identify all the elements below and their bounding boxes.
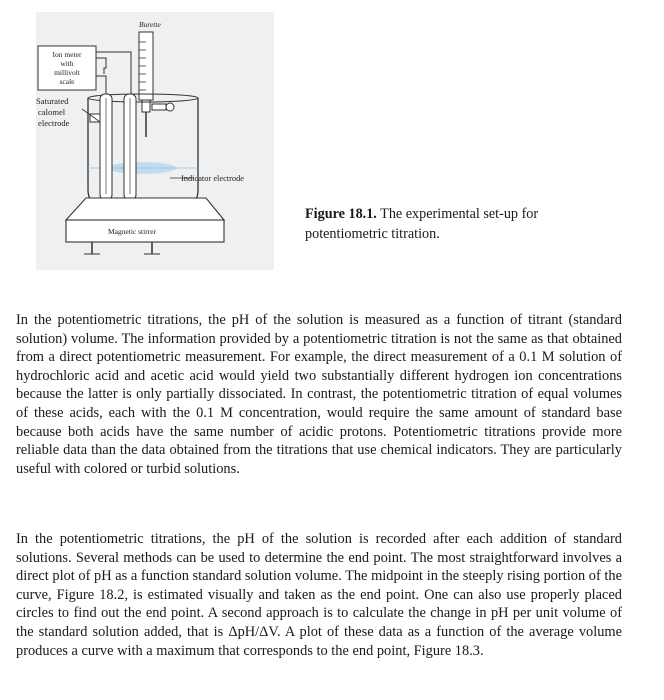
caption-number: Figure 18.1. bbox=[305, 206, 377, 222]
titration-setup-figure bbox=[36, 12, 274, 270]
ion-meter bbox=[38, 46, 96, 90]
calomel-label-line2: calomel bbox=[38, 107, 66, 117]
ion-meter-label-line4: scale bbox=[59, 77, 75, 86]
calomel-label-line1: Saturated bbox=[36, 96, 69, 106]
caption-text: The experimental set-up for potentiometric titration. bbox=[305, 206, 539, 242]
indicator-electrode-label: Indicator electrode bbox=[181, 174, 245, 183]
figure-caption bbox=[305, 204, 605, 244]
paragraph-1: In the potentiometric titrations, the pH of the solution is measured as a function of titrant (standard solution) volume. The information provided by a potentiometric titration is not the same as that obtained from a direct potentiometric measurement. For example, the direct measurement of a 0.1 M solution of hydrochloric acid and acetic acid would yield two substantially different hydrogen ion concentrations because the latter is only partially dissociated. In contrast, the potentiometric titration of equal volumes of these acids, each with the 0.1 M concentration, would require the same amount of standard base because both acids have the same number of acidic protons. Potentiometric titrations provide more reliable data than the data obtained from the titrations that use chemical indicators. They are particularly useful with colored or turbid solutions. bbox=[16, 312, 622, 477]
indicator-electrode bbox=[124, 94, 136, 200]
ion-meter-label-line1: Ion meter bbox=[52, 50, 82, 59]
ion-meter-label-line3: millivolt bbox=[54, 68, 80, 77]
magnetic-stirrer-label: Magnetic stirrer bbox=[107, 227, 157, 236]
burette-label: Burette bbox=[139, 20, 161, 29]
paragraph-2: In the potentiometric titrations, the pH of the solution is recorded after each addition of standard solutions. Several methods can be used to determine the end point. The most straightforward involves a direct plot of pH as a function standard solution volume. The midpoint in the steeply rising portion of the curve, Figure 18.2, is estimated visually and taken as the end point. One can also use properly placed circles to find out the end point. A second approach is to calculate the change in pH per unit volume of the standard solution added, that is ΔpH/ΔV. A plot of these data as a function of the average volume produces a curve with a maximum that corresponds to the end point, Figure 18.3. bbox=[16, 531, 622, 659]
ion-meter-label-line2: with bbox=[60, 59, 74, 68]
calomel-label-line3: electrode bbox=[38, 118, 70, 128]
